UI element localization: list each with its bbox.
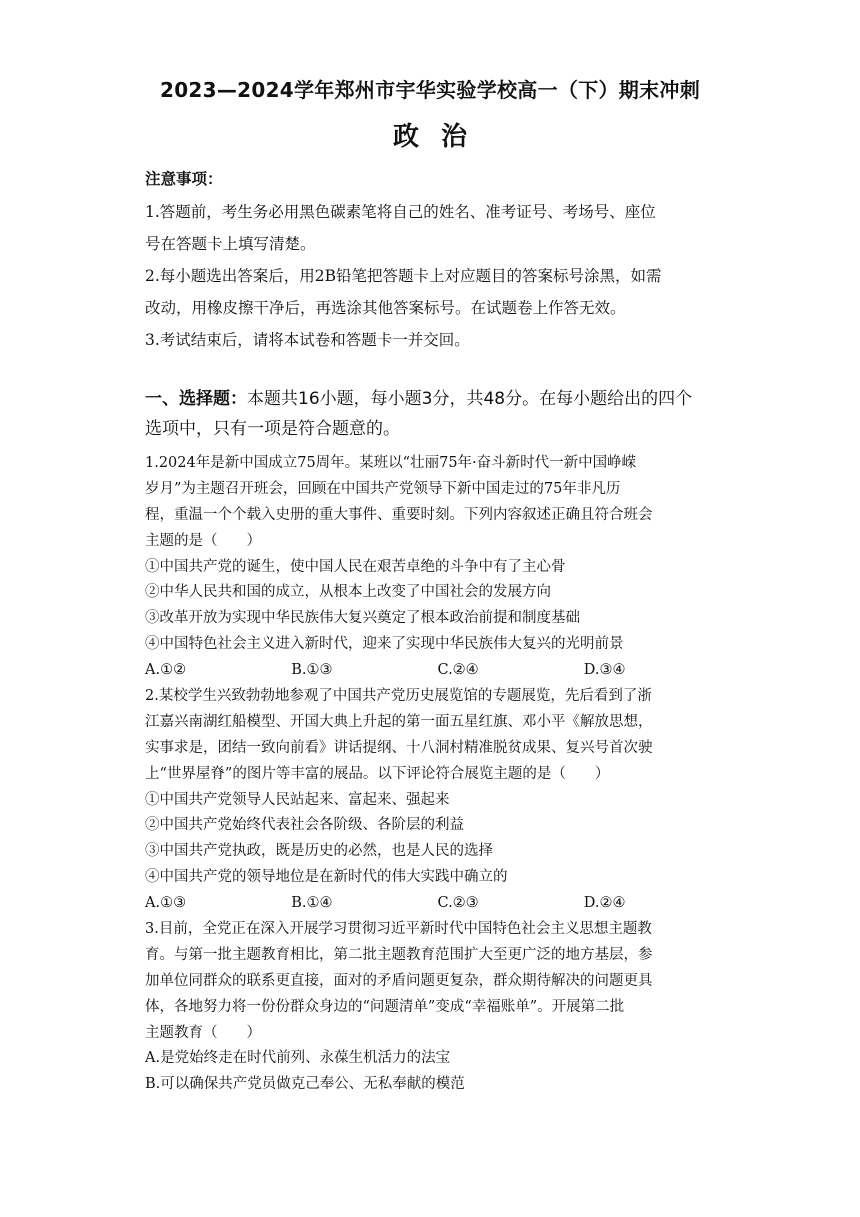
question-stem-line: 1.2024年是新中国成立75周年。某班以“壮丽75年·奋斗新时代一新中国峥嵘 [145, 455, 637, 471]
option-c: C.②③ [437, 895, 479, 912]
option-b: B.①④ [291, 895, 333, 912]
question-statement: ④中国共产党的领导地位是在新时代的伟大实践中确立的 [145, 869, 508, 886]
question-statement: ③中国共产党执政，既是历史的必然，也是人民的选择 [145, 843, 493, 860]
question-stem-line: 主题教育（ ） [145, 1024, 261, 1041]
question-stem-line: 育。与第一批主题教育相比，第二批主题教育范围扩大至更广泛的地方基层，参 [145, 946, 653, 963]
answer-option-line: A.是党始终走在时代前列、永葆生机活力的法宝 [145, 1050, 451, 1067]
question-3 [145, 917, 730, 1098]
question-statement: ①中国共产党的诞生，使中国人民在艰苦卓绝的斗争中有了主心骨 [145, 558, 566, 575]
question-list [145, 451, 730, 1098]
notice-line: 3.考试结束后，请将本试卷和答题卡一并交回。 [145, 331, 470, 349]
notice-line: 号在答题卡上填写清楚。 [145, 235, 316, 253]
notice-heading: 注意事项： [145, 170, 223, 188]
question-stem-line: 体，各地努力将一份份群众身边的“问题清单”变成“幸福账单”。开展第二批 [145, 998, 625, 1015]
notice-line: 改动，用橡皮擦干净后，再选涂其他答案标号。在试题卷上作答无效。 [145, 299, 626, 317]
question-stem-line: 江嘉兴南湖红船模型、开国大典上升起的第一面五星红旗、邓小平《解放思想， [145, 713, 653, 730]
question-stem-line: 岁月”为主题召开班会，回顾在中国共产党领导下新中国走过的75年非凡历 [145, 480, 621, 497]
section-instructions-cont: 选项中，只有一项是符合题意的。 [145, 419, 400, 439]
option-d: D.③④ [583, 662, 626, 679]
section-label: 一、选择题： [145, 389, 247, 409]
question-statement: ②中国共产党始终代表社会各阶级、各阶层的利益 [145, 817, 464, 834]
notice-block [145, 166, 725, 352]
question-statement: ④中国特色社会主义进入新时代，迎来了实现中华民族伟大复兴的光明前景 [145, 636, 624, 653]
question-stem-line: 3.目前，全党正在深入开展学习贯彻习近平新时代中国特色社会主义思想主题教 [145, 921, 652, 938]
section-heading [145, 384, 735, 444]
option-d: D.②④ [583, 895, 626, 912]
notice-line: 1.答题前，考生务必用黑色碳素笔将自己的姓名、准考证号、考场号、座位 [145, 203, 656, 221]
answer-option-line: B.可以确保共产党员做克己奉公、无私奉献的模范 [145, 1076, 465, 1093]
section-instructions: 本题共16小题，每小题3分，共48分。在每小题给出的四个 [247, 389, 693, 409]
question-statement: ①中国共产党领导人民站起来、富起来、强起来 [145, 791, 450, 808]
question-stem-line: 加单位同群众的联系更直接，面对的矛盾问题更复杂，群众期待解决的问题更具 [145, 972, 653, 989]
notice-line: 2.每小题选出答案后，用2B铅笔把答题卡上对应题目的答案标号涂黑，如需 [145, 267, 662, 285]
option-a: A.①② [145, 662, 187, 679]
question-stem-line: 程，重温一个个载入史册的重大事件、重要时刻。下列内容叙述正确且符合班会 [145, 506, 653, 523]
question-statement: ②中华人民共和国的成立，从根本上改变了中国社会的发展方向 [145, 584, 551, 601]
question-stem-line: 实事求是，团结一致向前看》讲话提纲、十八洞村精准脱贫成果、复兴号首次驶 [145, 739, 653, 756]
answer-options [145, 658, 730, 684]
question-statement: ③改革开放为实现中华民族伟大复兴奠定了根本政治前提和制度基础 [145, 610, 580, 627]
option-c: C.②④ [437, 662, 479, 679]
option-a: A.①③ [145, 895, 187, 912]
question-2 [145, 684, 730, 917]
question-stem-line: 主题的是（ ） [145, 532, 261, 549]
option-b: B.①③ [291, 662, 333, 679]
exam-title: 2023—2024学年郑州市宇华实验学校高一（下）期末冲刺 [159, 78, 701, 102]
question-stem-line: 2.某校学生兴致勃勃地参观了中国共产党历史展览馆的专题展览，先后看到了浙 [145, 688, 652, 705]
question-stem-line: 上“世界屋脊”的图片等丰富的展品。以下评论符合展览主题的是（ ） [145, 765, 610, 782]
subject-title: 政治 [392, 122, 489, 152]
answer-options [145, 891, 730, 917]
question-1 [145, 451, 730, 684]
